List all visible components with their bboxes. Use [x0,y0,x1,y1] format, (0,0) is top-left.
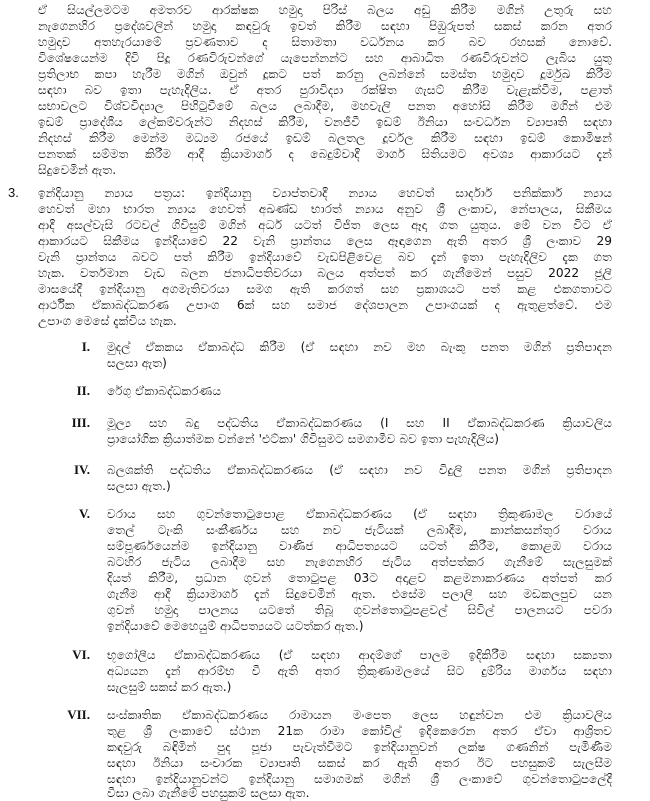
text-line: ඒ සියල්ලමටම අමතරව ආරක්ෂක හමුදා පිරිස් බලය අඩු කිරීම මගින් උතුරු සහ [38,3,612,17]
text-line: සංස්කෘතික ඒකාබද්ධකරණය රාමායන මංපෙත ලෙස හඳුන්වන එම ක්‍රියාවලිය [107,708,612,722]
roman-numeral: V. [79,506,90,521]
text-line: සලසා ඇත) [107,356,167,370]
text-line: භූගෝලීය ඒකාබද්ධකරණය (ඒ සඳහා ආදම්ගේ පාලම ඉදිකිරීම සඳහා සක්‍යතා [107,648,612,662]
text-line: ආකාරයට සිකීමය ඉන්දියාවේ 22 වැනි ප්‍රාන්තය ලෙස ඈඳාගෙන ඇති අතර ශ්‍රී ලංකාව 29 [38,234,612,248]
text-line: පනතක් සම්මත කිරීම ආදී ක්‍රියාමාර්ග ද බෙදුම්වාදී මාර්ග සිතියමට අවශ්‍ය ආකාරයට දැන් [38,147,612,161]
text-line: කඳවුරු බඳිමින් පුද පූජා පැවැත්වීමට ඉන්දියානුවන් ලක්ෂ ගණනින් පැමිණීම [107,740,612,754]
text-line: තුළ ශ්‍රී ලංකාවේ ස්ථාන 21ක රාමා කෝවිල් ඉදිකෙරෙන අතර ඒවා ආශ්‍රිතව [107,724,612,738]
text-line: මුදල් ඒකකය ඒකාබද්ධ කිරීම (ඒ සඳහා නව මහ බැංකු පනත මගින් ප්‍රතිපාදන [107,340,612,354]
text-line: සඳහා බව ඉතා පැහැදිලිය. ඒ අතර පුරාවිද්‍යා රක්ෂිත ගැසට් කිරීම වැළැක්වීම, පළාත් [38,83,612,97]
text-line: ඉඩම් ප්‍රාදේශීය ලේකම්වරුන්ට නිදහස් කිරීම, වනජීවී ඉඩම් ඊනියා සංවර්ධන ව්‍යාපෘති සඳහා [38,115,612,129]
text-line: සම්පූර්ණයෙන්ම ඉන්දියානු වාණිජ ආධිපත්‍යයට යටත් කිරීම, කොළඹ වරාය [107,539,612,553]
text-line: සලසා ඇත.) [107,479,171,493]
text-line: අධ්‍යයන දැන් ආරම්භ වී ඇති අතර ත්‍රිකුණාමලයේ සිට දුම්රිය මාර්ගය සඳහා [107,664,612,678]
text-line: ප්‍රතිලාභ කපා හැරීම මගින් ඔවුන් දූකට පත් කරනු ලබන්නේ සමස්ත හමුදාව දූර්මුඛ කිරීම [38,67,612,81]
text-line: ඉන්දියානු න්‍යාය පත්‍රය: ඉන්දියානු ව්‍යාප්තවාදී න්‍යාය හෙවත් සාර්දාර් පනික්කාර් න්‍යාය [38,186,612,200]
roman-numeral: IV. [73,462,90,477]
text-line: සඳහා ඊනියා සංචාරක ව්‍යාපෘති සකස් කර ඇති අතර ඊට පහසුකම් සැලසීම [107,756,612,770]
text-line: රේගු ඒකාබද්ධකරණය [107,384,222,398]
roman-numeral: VII. [67,707,90,722]
text-line: හැක. වර්තමාන වැඩ බලන ජනාධිපතිවරයා බලය අත්පත් කර ගැනීමෙන් පසුව 2022 ජූලි [38,266,612,280]
text-line: සැලසුම් සකස් කර ඇත.) [107,680,232,694]
text-line: ඉන්දියාවේ මෙහෙයුම් ආධිපත්‍යයට යටත්කර ඇත.) [107,619,364,633]
text-line: සඳහා ඉන්දියානුවන්ට ඉන්දියානු සමාගමක් මගින් ශ්‍රී ලංකාවේ ගුවන්තොටුපලේදී [107,772,612,786]
text-line: ගුවන් හමුදා පාලනය යටතේ තිබූ ගුවන්තොටුපළවල් සිවිල් පාලනයට පවරා [107,603,612,617]
roman-numeral: II. [76,383,90,398]
text-line: හෙවත් මහා භාරත න්‍යාය හෙවත් අඛණ්ඩ භාරත් න්‍යාය අනුව ශ්‍රී ලංකාව, නේපාලය, සිකීමය [38,202,612,216]
text-line: දියත් කිරීම, ප්‍රධාන ගුවන් තොටුපළ 03ට අදාළව කළමනාකරණය අත්පත් කර [107,571,612,585]
text-line: ප්‍රායෝගික ක්‍රියාත්මක වන්නේ 'එට්කා' ගිවිසුමට සමගාමීව බව ඉතා පැහැදිලිය) [107,432,500,446]
text-line: බලශක්ති පද්ධතිය ඒකාබද්ධකරණය (ඒ සඳහා නව විදුලි පනත මගින් ප්‍රතිපාදන [107,463,612,477]
text-line: නිදහස් කිරීම මෙන්ම මධ්‍යම රජයේ ඉඩම් බලතල දූර්වල කිරීම සඳහා ඉඩම් කොමිෂන් [38,131,612,145]
text-line: තෙල් ටැංකි සංකීර්ණය සහ නව ජැටියක් ලබාදීම, කාන්කසන්තුර වරාය [107,523,612,537]
text-line: ආදී අසල්වැසි රටවල් ගිවිසුම් මගින් අර්ධ යටත් විජිත ලෙස ඈදා ගත යුතුය. මේ වන විට ඒ [38,218,612,232]
roman-numeral: I. [81,339,90,354]
text-line: බටහිර ජැටිය ලබාදීම සහ නැගෙනහිර ජැටිය අත්පත්කර ගැනීමේ සැලසුමක් [107,555,612,569]
text-line: මූල්‍ය සහ බදු පද්ධතිය ඒකාබද්ධකරණය (I සහ II ඒකාබද්ධකරණ ක්‍රියාවලිය [107,416,612,430]
text-line: ගැනීම ආදී ක්‍රියාමාර්ග දැන් සිදුවෙමින් ඇත. එසේම පලාලි සහ මඩකලපුව යන [107,587,612,601]
roman-numeral: VI. [72,647,90,662]
text-line: සිදුවෙමින් ඇත. [38,163,117,177]
text-line: සභාවලට විශ්වවිද්‍යාල පිහිටුවීමේ බලය ලබාදීම, මහවැලි පනත අහෝසි කිරීම මගින් එම [38,99,612,113]
text-line: මාසයේදී ඉන්දියානු අගමැතිවරයා සමග ඇති කරගත් සහ ප්‍රකාශයට පත් කළ එකගතාවට [38,282,612,296]
text-line: වීසා ලබා ගැනීමේ පහසුකම් සලසා ඇත. [107,786,310,800]
roman-numeral: III. [71,415,90,430]
text-line: හමුදාව අතහැරයාමේ ප්‍රවණතාව ද සිතාමතා වර්ධනය කර බව රහසක් නොවේ. [38,35,612,49]
text-line: උපාංග මෙසේ දැක්විය හැක. [38,314,177,328]
text-line: විශේෂයෙන්ම දිවි පිදූ රණවිරුවන්ගේ යැපෙන්නන්ට සහ ආබාධිත රණවිරුවන්ට ලැබිය යුතු [38,51,612,65]
text-line: වැනි ප්‍රාන්තය බවට පත් කිරීම ඉන්දියාවේ වැඩපිළිවෙළ බව දැන් ඉතා පැහැදිලිව දැක ගත [38,250,612,264]
text-line: වරාය සහ ගුවන්තොටුපොළ ඒකාබද්ධකරණය (ඒ සඳහා ත්‍රිකුණාමල වරායේ [107,507,612,521]
section-number: 3. [8,185,19,200]
text-line: නැගෙනහිර ප්‍රදේශවලින් හමුදා කඳවුරු ඉවත් කිරීම සඳහා පිඹුරුපත් සකස් කරන අතර [38,19,612,33]
text-line: ආර්ථික ඒකාබද්ධකරණ උපාංග 6ක් සහ සමාජ දේශපාලන උපාංගයක් ද ඇතුළත්වේ. එම [38,298,612,312]
